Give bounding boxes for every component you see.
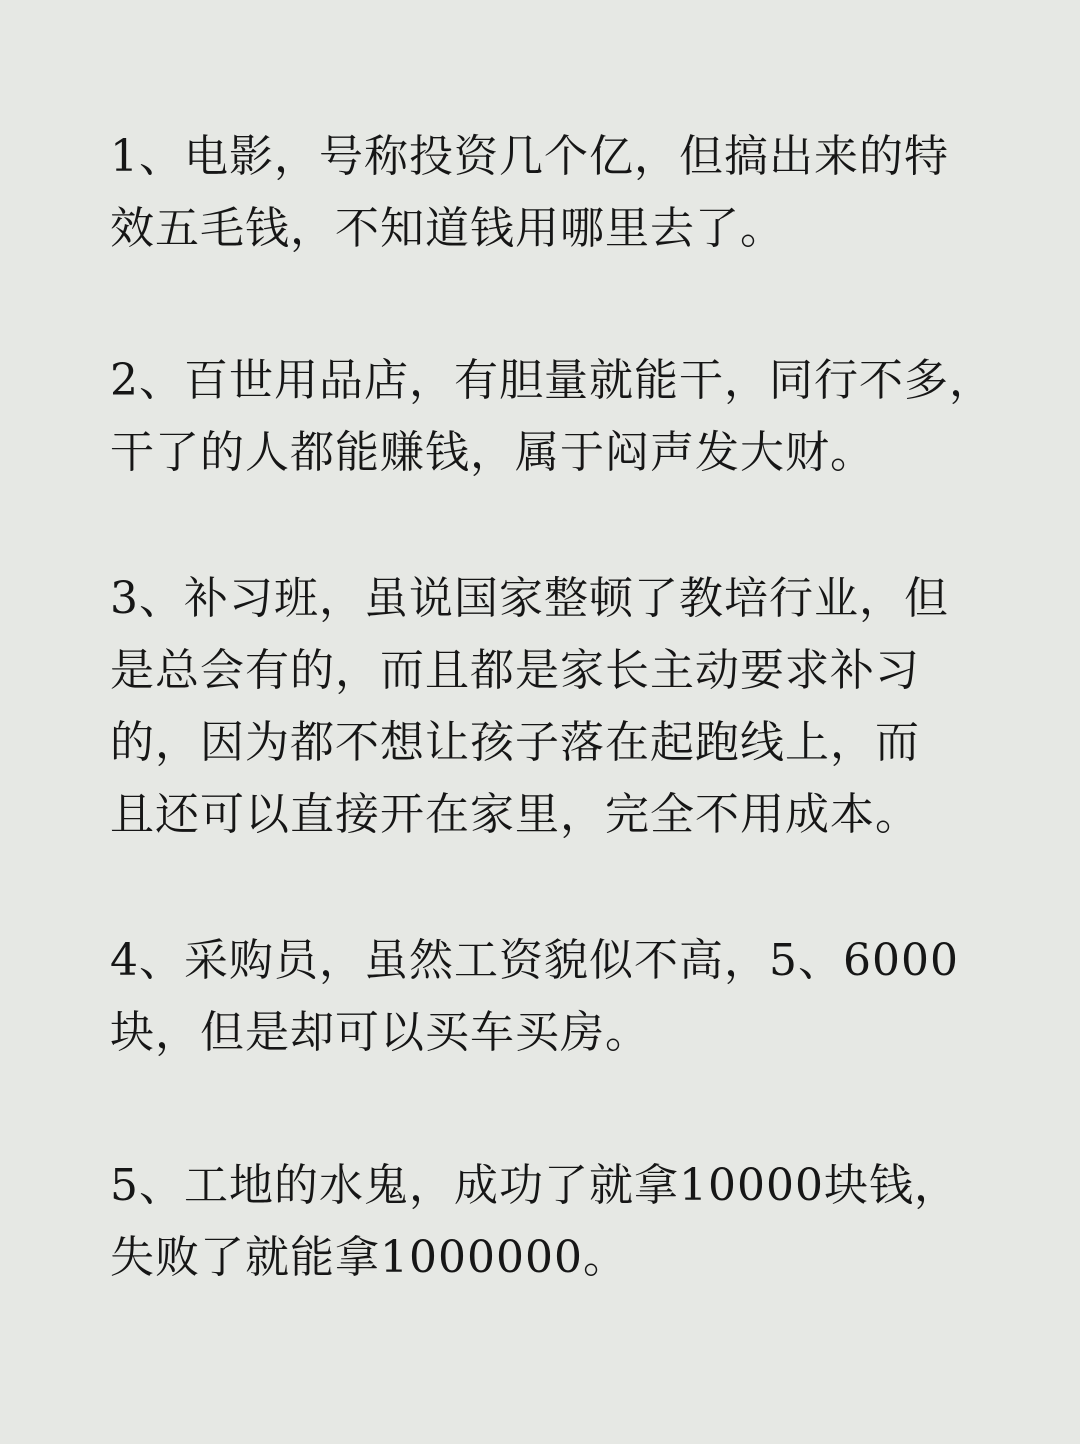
list-item-1 [110,121,1020,265]
text-line: 块，但是却可以买车买房。 [110,1007,650,1058]
text-line: 效五毛钱，不知道钱用哪里去了。 [110,203,785,254]
text-line: 是总会有的，而且都是家长主动要求补习 [110,645,920,696]
list-item-2 [110,345,1020,489]
text-line: 4、采购员，虽然工资貌似不高，5、6000 [110,935,959,986]
text-line: 干了的人都能赚钱，属于闷声发大财。 [110,427,875,478]
text-line: 1、电影，号称投资几个亿，但搞出来的特 [110,131,949,182]
text-line: 失败了就能拿1000000。 [110,1232,628,1283]
text-line: 的，因为都不想让孩子落在起跑线上，而 [110,717,920,768]
text-line: 且还可以直接开在家里，完全不用成本。 [110,789,920,840]
text-line: 5、工地的水鬼，成功了就拿10000块钱， [110,1160,959,1211]
list-item-3 [110,563,1020,851]
text-line: 3、补习班，虽说国家整顿了教培行业，但 [110,573,949,624]
list-item-5 [110,1150,1020,1294]
list-item-4 [110,925,1020,1069]
text-line: 2、百世用品店，有胆量就能干，同行不多， [110,355,994,406]
